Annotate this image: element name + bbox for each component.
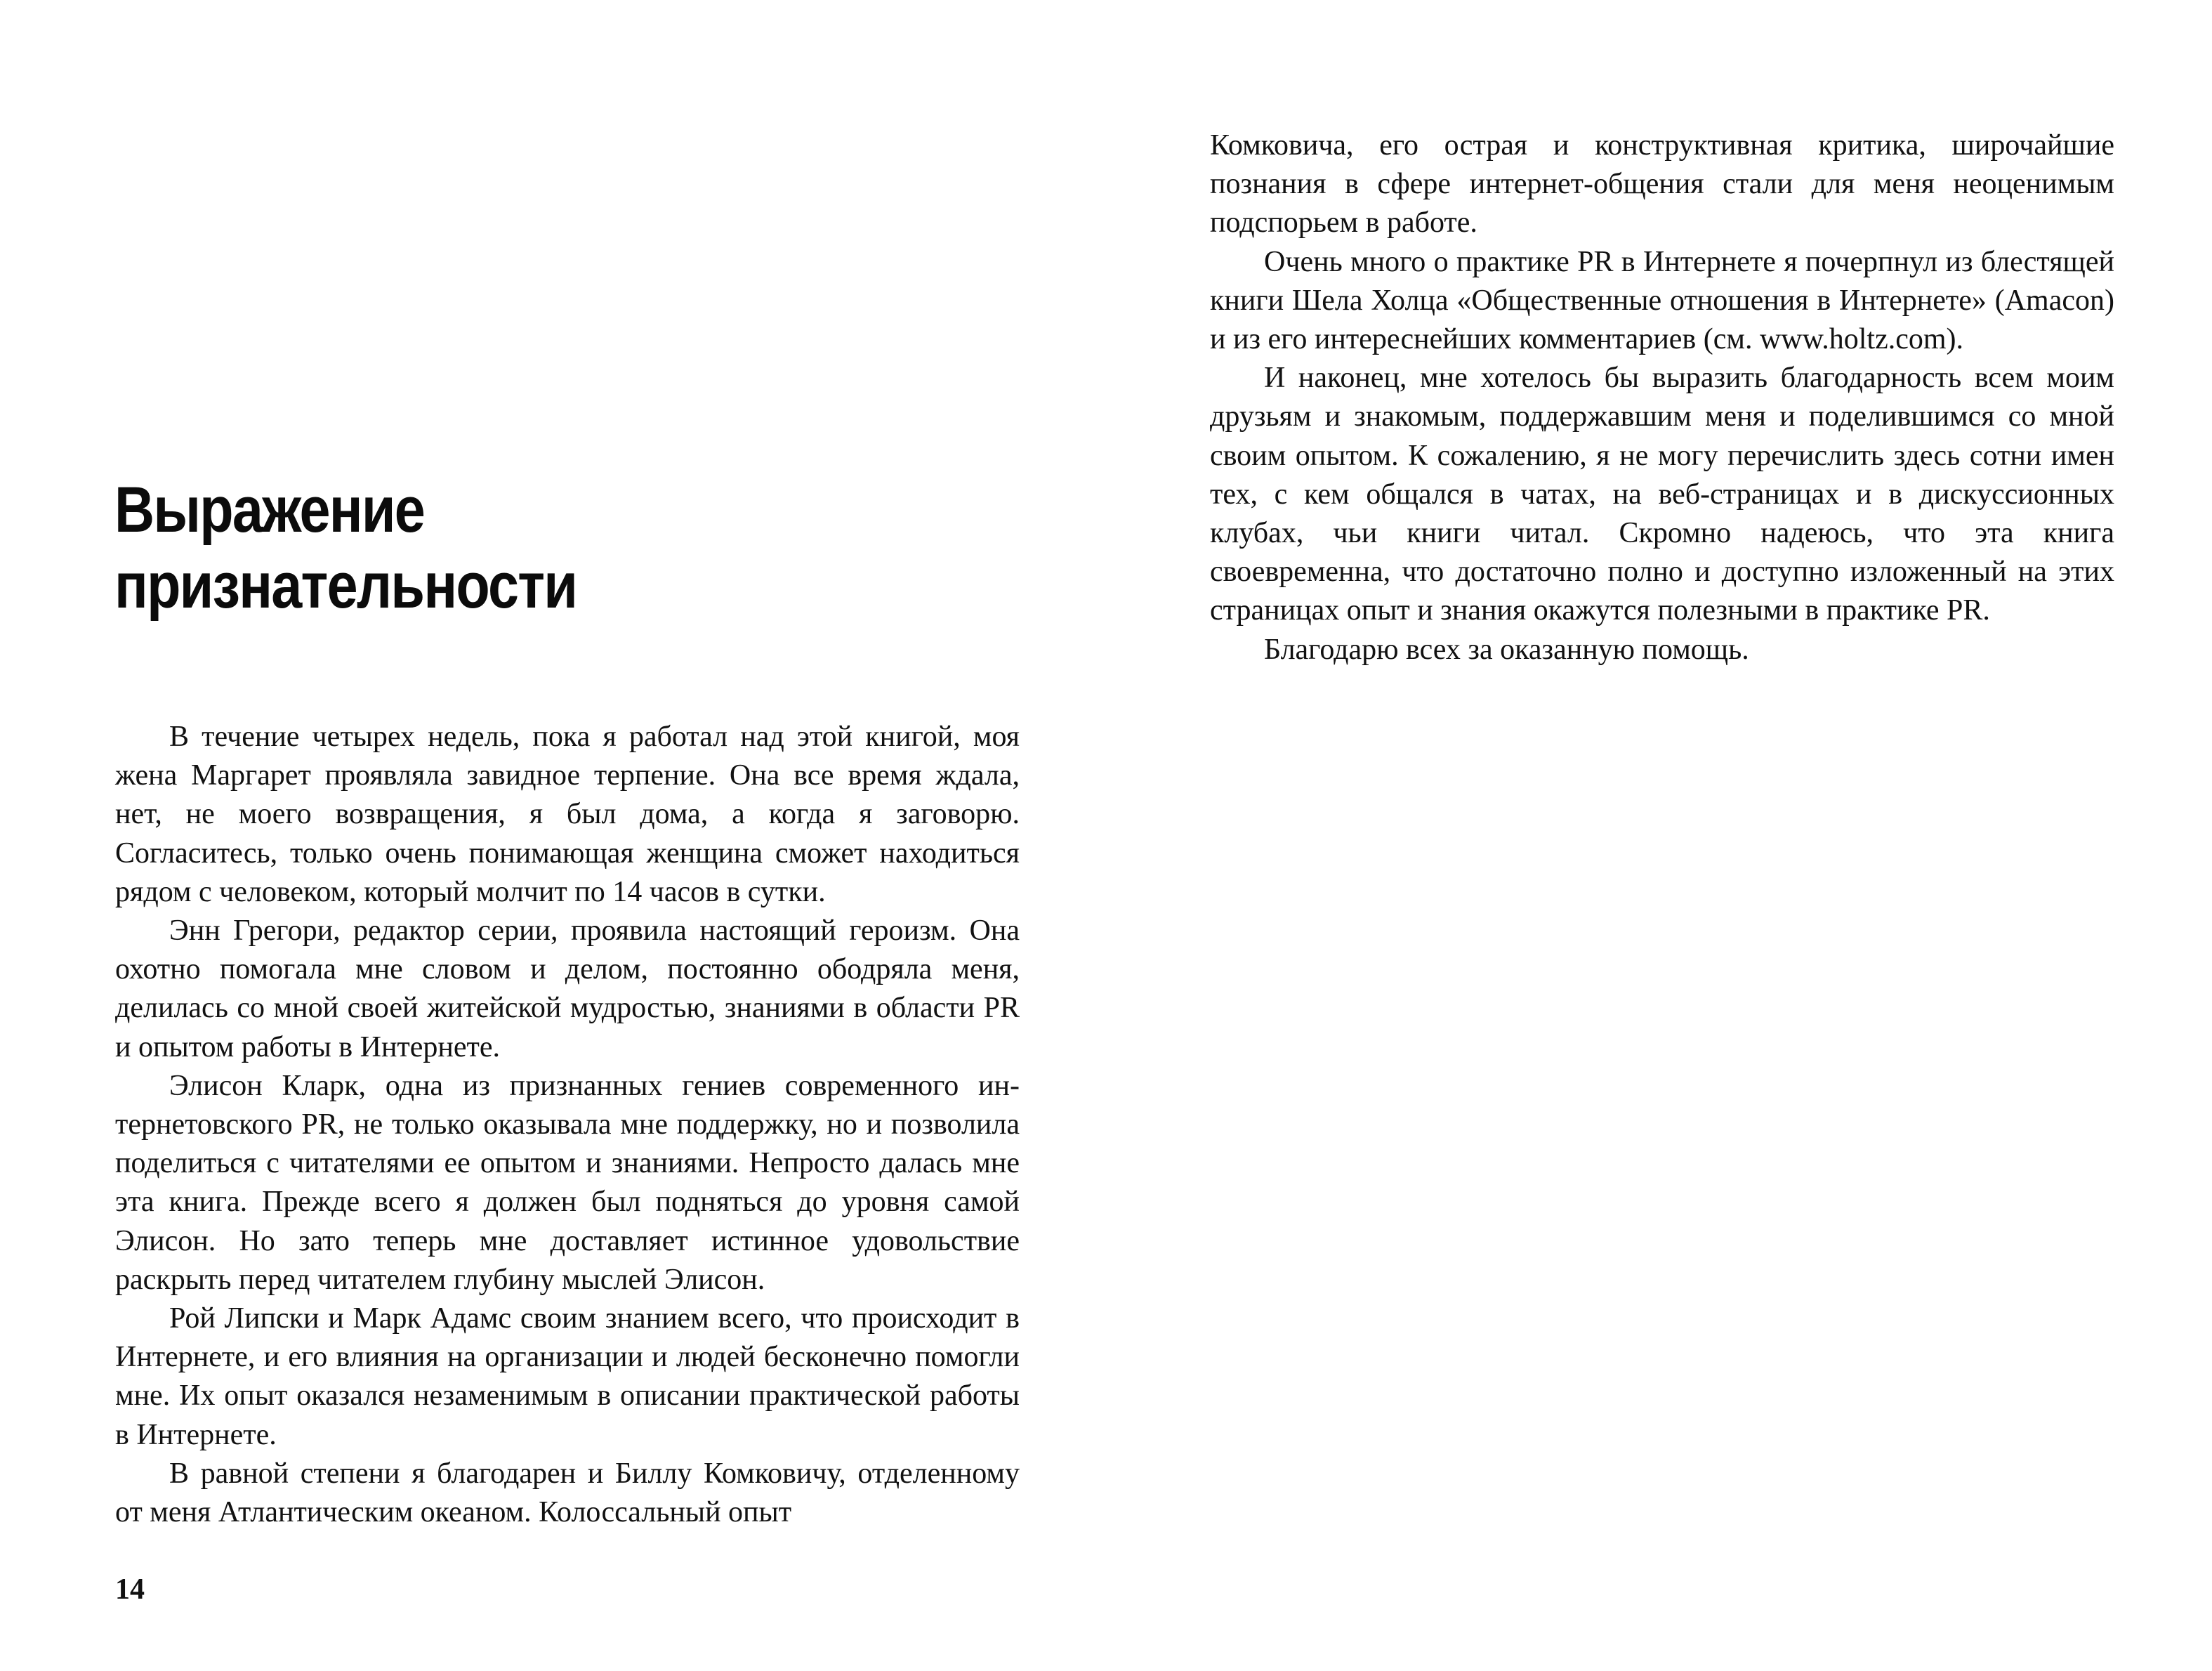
paragraph-alison-clark: Элисон Кларк, одна из признанных гениев современного интернетовского PR, не только оказывала мне поддержку, но и позволила поделиться с читателями ее опытом и знаниями. Непросто далась мне эта книга. Прежде всего я должен был подняться до уровня самой Элисон. Но зато теперь мне доставляет истинное удовольствие раскрыть перед читателем глубину мыслей Элисон. xyxy=(115,1069,1020,1296)
paragraph-thanks: Благодарю всех за оказанную помощь. xyxy=(1264,633,1749,666)
chapter-title-line-1: Выражение xyxy=(114,474,425,546)
page-number: 14 xyxy=(115,1573,145,1606)
paragraph-margaret: В течение четырех недель, пока я работал над этой книгой, моя жена Маргарет проявляла завидное терпение. Она все время ждала, нет, не моего возвращения, я был дома, а когда я заговорю. Согласитесь, только очень понимающая женщина сможет находиться рядом с человеком, который молчит по 14 часов в сутки. xyxy=(115,721,1020,908)
chapter-title-line-2: признательности xyxy=(114,550,577,622)
chapter-title xyxy=(114,472,900,624)
paragraph-bill-komkovich: В равной степени я благодарен и Биллу Комковичу, отделенному от меня Атлантическим океаном. Колоссальный опыт xyxy=(115,1457,1020,1529)
paragraph-ann-gregory: Энн Грегори, редактор серии, проявила настоящий героизм. Она охотно помогала мне словом и делом, постоянно ободряла меня, делилась со мной своей житейской мудростью, знаниями в области PR и опытом работы в Интернете. xyxy=(115,915,1020,1063)
right-body-text xyxy=(1210,126,2114,669)
paragraph-komkovich-continued: Комковича, его острая и конструктивная критика, широчайшие познания в сфере интернет-общения стали для меня неоценимым подспорьем в работе. xyxy=(1210,129,2114,240)
paragraph-shel-holtz: Очень много о практике PR в Интернете я почерпнул из блестящей книги Шела Холца «Общественные отношения в Интернете» (Amacon) и из его интереснейших комментариев (см. www.holtz.com). xyxy=(1210,245,2114,356)
right-page xyxy=(1106,0,2212,1671)
paragraph-roy-lipski-mark-adams: Рой Липски и Марк Адамс своим знанием всего, что происходит в Интернете, и его влияния на организации и людей бесконечно помогли мне. Их опыт оказался незаменимым в описании практической работы в Интернете. xyxy=(115,1302,1020,1451)
left-body-text xyxy=(115,718,1020,1532)
paragraph-friends: И наконец, мне хотелось бы выразить благодарность всем моим друзьям и знакомым, поддержавшим меня и поделившимся со мной своим опытом. К сожалению, я не могу перечислить здесь сотни имен тех, с кем общался в чатах, на веб-страницах и в дискуссионных клубах, чьи книги читал. Скромно надеюсь, что эта книга своевременна, что достаточно полно и доступно изложенный на этих страницах опыт и знания окажутся полезными в практике PR. xyxy=(1210,362,2114,627)
